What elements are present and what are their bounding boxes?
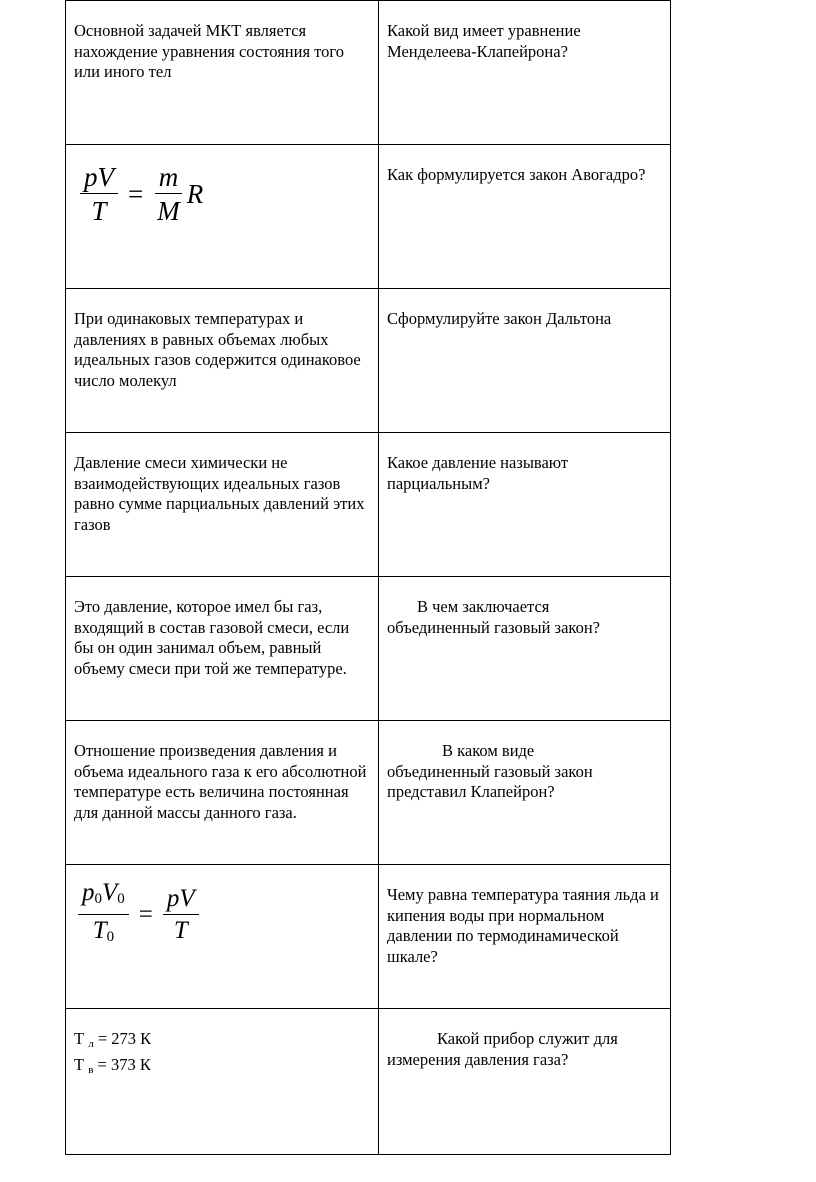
card-cell xyxy=(66,145,379,289)
card-cell: Сформулируйте закон Дальтона xyxy=(379,289,671,433)
fraction xyxy=(80,162,118,226)
card-cell: Какой вид имеет уравнение Менделеева-Клапейрона? xyxy=(379,1,671,145)
numerator: pV xyxy=(80,162,118,194)
table-row xyxy=(66,1,671,145)
card-cell: Как формулируется закон Авогадро? xyxy=(379,145,671,289)
card-text-line: Т в = 373 К xyxy=(74,1054,151,1076)
card-cell xyxy=(379,721,671,865)
card-cell: Какое давление называют парциальным? xyxy=(379,433,671,577)
table-row xyxy=(66,433,671,577)
card-cell: При одинаковых температурах и давлениях в равных объемах любых идеальных газов содержится одинаковое число молекул xyxy=(66,289,379,433)
card-cell: Основной задачей МКТ является нахождение уравнения состояния того или иного тел xyxy=(66,1,379,145)
card-cell xyxy=(66,865,379,1009)
fraction xyxy=(78,879,129,951)
table-row xyxy=(66,577,671,721)
numerator: m xyxy=(155,162,183,194)
card-cell: Чему равна температура таяния льда и кипения воды при нормальном давлении по термодинамической шкале? xyxy=(379,865,671,1009)
table-row xyxy=(66,865,671,1009)
card-text-line: объединенный газовый закон представил Клапейрон? xyxy=(387,761,593,801)
equals-sign: = xyxy=(138,901,153,928)
numerator: $p_0V_0$ xyxy=(78,879,129,915)
denominator: T xyxy=(91,196,107,226)
card-text-line: Т л = 273 К xyxy=(74,1029,152,1050)
card-cell: Давление смеси химически не взаимодействующих идеальных газов равно сумме парциальных давлений этих газов xyxy=(66,433,379,577)
mendeleev-clapeyron-formula xyxy=(80,162,370,226)
table-row xyxy=(66,145,671,289)
card-cell xyxy=(66,1009,379,1155)
card-text-line: В чем заключается xyxy=(417,597,550,616)
numerator: pV xyxy=(163,885,199,915)
equals-sign: = xyxy=(128,179,144,209)
card-text-line: Какой прибор служит для xyxy=(437,1029,618,1048)
table-row xyxy=(66,289,671,433)
card-cell: Отношение произведения давления и объема идеального газа к его абсолютной температуре есть величина постоянная для данной массы данного газа. xyxy=(66,721,379,865)
table-row xyxy=(66,1009,671,1155)
table-row xyxy=(66,721,671,865)
fraction xyxy=(153,162,184,226)
card-cell: Это давление, которое имел бы газ, входящий в состав газовой смеси, если бы он один занимал объем, равный объему смеси при той же температуре. xyxy=(66,577,379,721)
card-text-line: В каком виде xyxy=(442,741,535,760)
card-cell xyxy=(379,1009,671,1155)
card-text-line: объединенный газовый закон? xyxy=(387,617,600,637)
question-card-table xyxy=(65,0,671,1155)
fraction xyxy=(163,885,199,945)
denominator: $T_0$ xyxy=(92,917,115,945)
card-cell xyxy=(379,577,671,721)
denominator: T xyxy=(173,917,188,944)
combined-gas-law-formula xyxy=(78,879,370,951)
gas-constant: R xyxy=(186,179,204,209)
card-text-line: измерения давления газа? xyxy=(387,1049,569,1069)
denominator: M xyxy=(157,196,180,226)
